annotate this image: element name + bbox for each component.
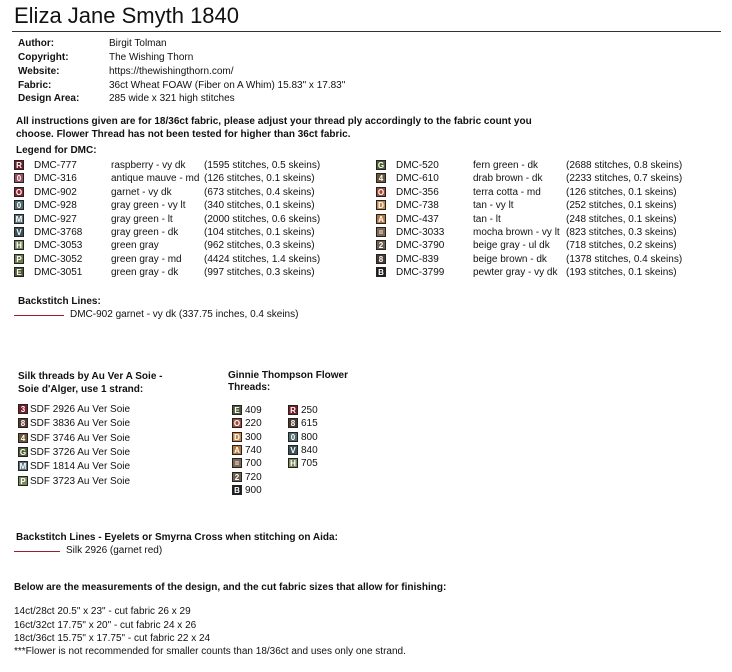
flower-thread-number: 740 xyxy=(245,444,262,456)
dmc-stitch-count: (193 stitches, 0.1 skeins) xyxy=(566,267,677,279)
dmc-color-name: beige brown - dk xyxy=(473,253,547,265)
dmc-code: DMC-3768 xyxy=(34,227,83,238)
dmc-stitch-count: (2688 stitches, 0.8 skeins) xyxy=(566,160,683,171)
symbol-swatch-icon: = xyxy=(376,227,386,237)
dmc-code: DMC-902 xyxy=(34,186,77,198)
dmc-color-name: green gray xyxy=(111,240,159,252)
symbol-swatch-icon: 2 xyxy=(232,472,242,482)
dmc-color-name: gray green - dk xyxy=(111,227,179,238)
dmc-code: DMC-610 xyxy=(396,173,439,185)
symbol-swatch-icon: V xyxy=(14,227,24,237)
symbol-swatch-icon: A xyxy=(376,214,386,224)
instructions-line: All instructions given are for 18/36ct fabric, please adjust your thread ply accordingly to the fabric count you xyxy=(16,116,532,127)
symbol-swatch-icon: V xyxy=(288,445,298,455)
measurement-line: 16ct/32ct 17.75" x 20" - cut fabric 24 x 26 xyxy=(14,620,197,631)
dmc-stitch-count: (104 stitches, 0.1 skeins) xyxy=(204,227,315,238)
instructions-line: choose. Flower Thread has not been tested for higher than 36ct fabric. xyxy=(16,129,351,140)
dmc-legend-row xyxy=(376,227,716,239)
meta-label: Copyright: xyxy=(18,52,69,63)
dmc-code: DMC-777 xyxy=(34,160,77,171)
dmc-color-name: mocha brown - vy lt xyxy=(473,227,560,238)
dmc-code: DMC-3052 xyxy=(34,253,83,265)
measurement-line: 18ct/36ct 15.75" x 17.75" - cut fabric 22 x 24 xyxy=(14,633,211,644)
dmc-stitch-count: (126 stitches, 0.1 skeins) xyxy=(204,173,315,185)
flower-thread-number: 720 xyxy=(245,471,262,483)
symbol-swatch-icon: O xyxy=(233,419,241,429)
dmc-stitch-count: (340 stitches, 0.1 skeins) xyxy=(204,200,315,212)
dmc-stitch-count: (997 stitches, 0.3 skeins) xyxy=(204,267,315,279)
symbol-swatch-icon: H xyxy=(288,458,298,468)
backstitch-line-sample xyxy=(14,315,64,316)
symbol-swatch-icon: M xyxy=(19,462,27,472)
dmc-legend-row xyxy=(376,214,716,226)
symbol-swatch-icon: R xyxy=(288,405,298,415)
dmc-legend-row xyxy=(14,240,354,252)
symbol-swatch-icon: = xyxy=(232,458,242,468)
flower-thread-number: 409 xyxy=(245,405,262,416)
dmc-stitch-count: (673 stitches, 0.4 skeins) xyxy=(204,186,315,198)
dmc-color-name: gray green - lt xyxy=(111,213,173,225)
dmc-code: DMC-3033 xyxy=(396,227,445,238)
symbol-swatch-icon: O xyxy=(377,187,385,197)
dmc-color-name: fern green - dk xyxy=(473,160,539,171)
symbol-swatch-icon: M xyxy=(15,214,23,224)
silk-title: Silk threads by Au Ver A Soie - xyxy=(18,371,163,382)
dmc-color-name: drab brown - dk xyxy=(473,173,543,185)
silk-thread-label: SDF 2926 Au Ver Soie xyxy=(30,404,131,415)
flower-thread-number: 615 xyxy=(301,418,318,430)
symbol-swatch-icon: A xyxy=(232,445,242,455)
symbol-swatch-icon: D xyxy=(232,432,242,442)
dmc-color-name: green gray - dk xyxy=(111,267,179,279)
meta-label: Website: xyxy=(18,66,60,77)
title-divider xyxy=(12,31,721,32)
dmc-legend-row xyxy=(376,267,716,279)
footnote: ***Flower is not recommended for smaller counts than 18/36ct and uses only one strand. xyxy=(14,646,406,657)
meta-value: Birgit Tolman xyxy=(109,38,167,49)
flower-thread-number: 220 xyxy=(245,418,262,430)
dmc-code: DMC-3799 xyxy=(396,267,445,279)
dmc-color-name: tan - lt xyxy=(473,213,501,225)
flower-thread-number: 840 xyxy=(301,444,318,456)
silk-title: Soie d'Alger, use 1 strand: xyxy=(18,384,144,395)
silk-thread-label: SDF 3723 Au Ver Soie xyxy=(30,475,131,487)
silk-thread-label: SDF 3746 Au Ver Soie xyxy=(30,432,131,444)
symbol-swatch-icon: 2 xyxy=(376,240,386,250)
dmc-legend-row xyxy=(14,214,354,226)
silk-thread-label: SDF 3836 Au Ver Soie xyxy=(30,418,131,430)
dmc-color-name: raspberry - vy dk xyxy=(111,160,186,171)
dmc-stitch-count: (4424 stitches, 1.4 skeins) xyxy=(204,253,321,265)
dmc-legend-row xyxy=(14,160,354,172)
symbol-swatch-icon: 4 xyxy=(376,173,386,183)
symbol-swatch-icon: H xyxy=(14,240,24,250)
flower-thread-number: 700 xyxy=(245,458,262,470)
silk-thread-label: SDF 3726 Au Ver Soie xyxy=(30,446,131,458)
symbol-swatch-icon: E xyxy=(14,267,24,277)
dmc-legend-row xyxy=(376,200,716,212)
silk-thread-label: SDF 1814 Au Ver Soie xyxy=(30,461,131,473)
dmc-code: DMC-316 xyxy=(34,173,77,185)
page-title: Eliza Jane Smyth 1840 xyxy=(14,3,240,28)
meta-label: Design Area: xyxy=(18,93,80,104)
backstitch-entry: DMC-902 garnet - vy dk (337.75 inches, 0.4 skeins) xyxy=(70,309,299,320)
backstitch-eyelets-title: Backstitch Lines - Eyelets or Smyrna Cross when stitching on Aida: xyxy=(16,532,338,543)
symbol-swatch-icon: R xyxy=(14,160,24,170)
dmc-color-name: beige gray - ul dk xyxy=(473,240,550,252)
meta-label: Author: xyxy=(18,38,55,49)
dmc-color-name: pewter gray - vy dk xyxy=(473,267,558,279)
ginnie-title: Ginnie Thompson Flower xyxy=(228,370,348,381)
dmc-code: DMC-520 xyxy=(396,160,439,171)
dmc-code: DMC-738 xyxy=(396,200,439,212)
dmc-legend-row xyxy=(14,173,354,185)
dmc-legend-row xyxy=(376,240,716,252)
dmc-stitch-count: (718 stitches, 0.2 skeins) xyxy=(566,240,677,252)
dmc-legend-row xyxy=(14,267,354,279)
flower-thread-number: 900 xyxy=(245,484,262,496)
symbol-swatch-icon: G xyxy=(377,161,385,170)
flower-thread-number: 250 xyxy=(301,405,318,416)
dmc-code: DMC-437 xyxy=(396,213,439,225)
symbol-swatch-icon: 0 xyxy=(14,173,24,183)
backstitch-eyelets-entry: Silk 2926 (garnet red) xyxy=(66,545,163,556)
dmc-stitch-count: (252 stitches, 0.1 skeins) xyxy=(566,200,677,212)
meta-value: 36ct Wheat FOAW (Fiber on A Whim) 15.83" x 17.83" xyxy=(109,80,346,91)
dmc-stitch-count: (823 stitches, 0.3 skeins) xyxy=(566,227,677,238)
dmc-code: DMC-3790 xyxy=(396,240,445,252)
symbol-swatch-icon: 8 xyxy=(376,254,386,264)
dmc-code: DMC-356 xyxy=(396,186,439,198)
symbol-swatch-icon: 0 xyxy=(288,432,298,442)
symbol-swatch-icon: B xyxy=(232,485,242,495)
symbol-swatch-icon: D xyxy=(376,200,386,210)
symbol-swatch-icon: P xyxy=(14,254,24,264)
dmc-code: DMC-928 xyxy=(34,200,77,212)
backstitch-line-sample xyxy=(14,551,60,552)
symbol-swatch-icon: G xyxy=(19,447,27,457)
dmc-code: DMC-839 xyxy=(396,253,439,265)
dmc-stitch-count: (2233 stitches, 0.7 skeins) xyxy=(566,173,683,185)
symbol-swatch-icon: 4 xyxy=(18,433,28,443)
meta-value: 285 wide x 321 high stitches xyxy=(109,93,235,104)
measurements-title: Below are the measurements of the design, and the cut fabric sizes that allow for finishing: xyxy=(14,582,447,593)
dmc-legend-row xyxy=(14,254,354,266)
legend-title: Legend for DMC: xyxy=(16,145,97,156)
dmc-legend-row xyxy=(376,173,716,185)
dmc-stitch-count: (248 stitches, 0.1 skeins) xyxy=(566,213,677,225)
symbol-swatch-icon: 3 xyxy=(18,404,28,414)
dmc-legend-row xyxy=(14,187,354,199)
meta-value: https://thewishingthorn.com/ xyxy=(109,66,234,77)
dmc-legend-row xyxy=(376,254,716,266)
dmc-stitch-count: (1595 stitches, 0.5 skeins) xyxy=(204,160,321,171)
backstitch-title: Backstitch Lines: xyxy=(18,296,101,307)
symbol-swatch-icon: 8 xyxy=(288,418,298,428)
dmc-legend-row xyxy=(376,187,716,199)
dmc-stitch-count: (126 stitches, 0.1 skeins) xyxy=(566,186,677,198)
symbol-swatch-icon: E xyxy=(232,405,242,415)
flower-thread-number: 300 xyxy=(245,431,262,443)
dmc-legend-row xyxy=(14,227,354,239)
symbol-swatch-icon: B xyxy=(376,267,386,277)
dmc-color-name: antique mauve - md xyxy=(111,173,200,185)
symbol-swatch-icon: 0 xyxy=(14,200,24,210)
meta-label: Fabric: xyxy=(18,80,52,91)
measurement-line: 14ct/28ct 20.5" x 23" - cut fabric 26 x 29 xyxy=(14,606,191,617)
dmc-color-name: terra cotta - md xyxy=(473,186,541,198)
dmc-legend-row xyxy=(14,200,354,212)
dmc-color-name: tan - vy lt xyxy=(473,200,514,212)
dmc-stitch-count: (1378 stitches, 0.4 skeins) xyxy=(566,253,683,265)
symbol-swatch-icon: O xyxy=(15,187,23,197)
symbol-swatch-icon: P xyxy=(18,476,28,486)
dmc-color-name: green gray - md xyxy=(111,253,182,265)
meta-value: The Wishing Thorn xyxy=(109,52,194,63)
dmc-code: DMC-3053 xyxy=(34,240,83,252)
dmc-stitch-count: (962 stitches, 0.3 skeins) xyxy=(204,240,315,252)
dmc-legend-row xyxy=(376,160,716,172)
dmc-color-name: gray green - vy lt xyxy=(111,200,186,212)
dmc-color-name: garnet - vy dk xyxy=(111,186,172,198)
dmc-code: DMC-927 xyxy=(34,213,77,225)
symbol-swatch-icon: 8 xyxy=(18,418,28,428)
dmc-stitch-count: (2000 stitches, 0.6 skeins) xyxy=(204,213,321,225)
dmc-code: DMC-3051 xyxy=(34,267,83,279)
flower-thread-number: 705 xyxy=(301,458,318,470)
flower-thread-number: 800 xyxy=(301,431,318,443)
ginnie-title: Threads: xyxy=(228,382,271,393)
